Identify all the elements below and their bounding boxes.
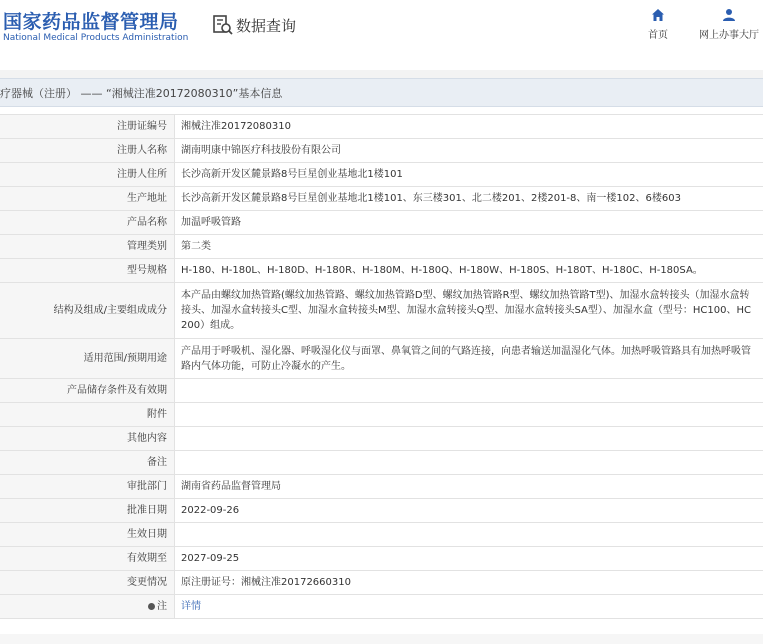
- row-label: 变更情况: [0, 571, 175, 595]
- table-row: [0, 595, 763, 619]
- row-label: 批准日期: [0, 499, 175, 523]
- page-footer-band: [0, 634, 763, 644]
- breadcrumb: [0, 78, 763, 107]
- table-row: [0, 547, 763, 571]
- table-row: [0, 475, 763, 499]
- dot-icon: [148, 603, 155, 610]
- nav-home[interactable]: [641, 8, 675, 41]
- row-label: 生效日期: [0, 523, 175, 547]
- user-icon: [722, 8, 736, 22]
- row-value: 长沙高新开发区麓景路8号巨星创业基地北1楼101: [175, 163, 763, 187]
- nav-online-hall-label: 网上办事大厅: [699, 30, 759, 41]
- row-value: [175, 595, 763, 619]
- table-row: [0, 339, 763, 379]
- row-value: 原注册证号：湘械注准20172660310: [175, 571, 763, 595]
- table-row: [0, 115, 763, 139]
- table-row: [0, 379, 763, 403]
- row-value: 加温呼吸管路: [175, 211, 763, 235]
- row-value: 2027-09-25: [175, 547, 763, 571]
- home-icon: [651, 8, 665, 22]
- table-row: [0, 427, 763, 451]
- table-row: [0, 187, 763, 211]
- row-label: 附件: [0, 403, 175, 427]
- data-query-label: 数据查询: [236, 16, 297, 35]
- table-row: [0, 499, 763, 523]
- table-row: [0, 451, 763, 475]
- row-label: 有效期至: [0, 547, 175, 571]
- row-value: 湖南明康中锦医疗科技股份有限公司: [175, 139, 763, 163]
- row-value: [175, 403, 763, 427]
- table-row: [0, 283, 763, 339]
- row-value: 2022-09-26: [175, 499, 763, 523]
- row-label: 产品名称: [0, 211, 175, 235]
- nav-home-label: 首页: [648, 30, 668, 41]
- row-label: 其他内容: [0, 427, 175, 451]
- row-value: [175, 451, 763, 475]
- breadcrumb-text: 疗器械（注册） —— “湘械注准20172080310”基本信息: [0, 87, 283, 100]
- row-label: 注册人名称: [0, 139, 175, 163]
- table-row: [0, 571, 763, 595]
- table-row: [0, 211, 763, 235]
- row-label: 备注: [0, 451, 175, 475]
- info-table: [0, 114, 763, 619]
- row-label: 结构及组成/主要组成成分: [0, 283, 175, 339]
- row-value: [175, 379, 763, 403]
- row-value: H-180、H-180L、H-180D、H-180R、H-180M、H-180Q、H-180W、H-180S、H-180T、H-180C、H-180SA。: [175, 259, 763, 283]
- row-value: [175, 427, 763, 451]
- row-label: 审批部门: [0, 475, 175, 499]
- site-header: [0, 0, 763, 60]
- table-row: [0, 235, 763, 259]
- header-divider: [0, 70, 763, 78]
- nav-online-hall[interactable]: [698, 8, 760, 41]
- row-value: 本产品由螺纹加热管路(螺纹加热管路、螺纹加热管路D型、螺纹加热管路R型、螺纹加热管路T型)、加湿水盒转接头（加湿水盒转接头、加湿水盒转接头C型、加湿水盒转接头M型、加湿水盒转接头Q型、加湿水盒转接头SA型）、加湿水盒（型号：HC100、HC200）组成。: [175, 283, 763, 339]
- row-label: 注: [157, 601, 167, 612]
- row-label: 产品储存条件及有效期: [0, 379, 175, 403]
- row-label: 管理类别: [0, 235, 175, 259]
- site-logo-subtitle: National Medical Products Administration: [3, 33, 189, 43]
- row-label: 注册证编号: [0, 115, 175, 139]
- row-value: 湘械注准20172080310: [175, 115, 763, 139]
- row-value: 湖南省药品监督管理局: [175, 475, 763, 499]
- note-label-cell: [0, 595, 175, 619]
- row-label: 生产地址: [0, 187, 175, 211]
- site-logo-title[interactable]: 国家药品监督管理局: [3, 11, 179, 33]
- data-query-link[interactable]: [212, 14, 296, 36]
- table-row: [0, 259, 763, 283]
- row-value: [175, 523, 763, 547]
- row-value: 长沙高新开发区麓景路8号巨星创业基地北1楼101、东三楼301、北二楼201、2楼201-8、南一楼102、6楼603: [175, 187, 763, 211]
- row-label: 适用范围/预期用途: [0, 339, 175, 379]
- table-row: [0, 163, 763, 187]
- search-document-icon: [212, 14, 234, 36]
- details-link[interactable]: 详情: [181, 601, 201, 612]
- table-row: [0, 523, 763, 547]
- row-label: 型号规格: [0, 259, 175, 283]
- row-value: 产品用于呼吸机、湿化器、呼吸湿化仪与面罩、鼻氧管之间的气路连接，向患者输送加温湿化气体。加热呼吸管路具有加热呼吸管路内气体功能，可防止冷凝水的产生。: [175, 339, 763, 379]
- table-row: [0, 403, 763, 427]
- row-label: 注册人住所: [0, 163, 175, 187]
- table-row: [0, 139, 763, 163]
- row-value: 第二类: [175, 235, 763, 259]
